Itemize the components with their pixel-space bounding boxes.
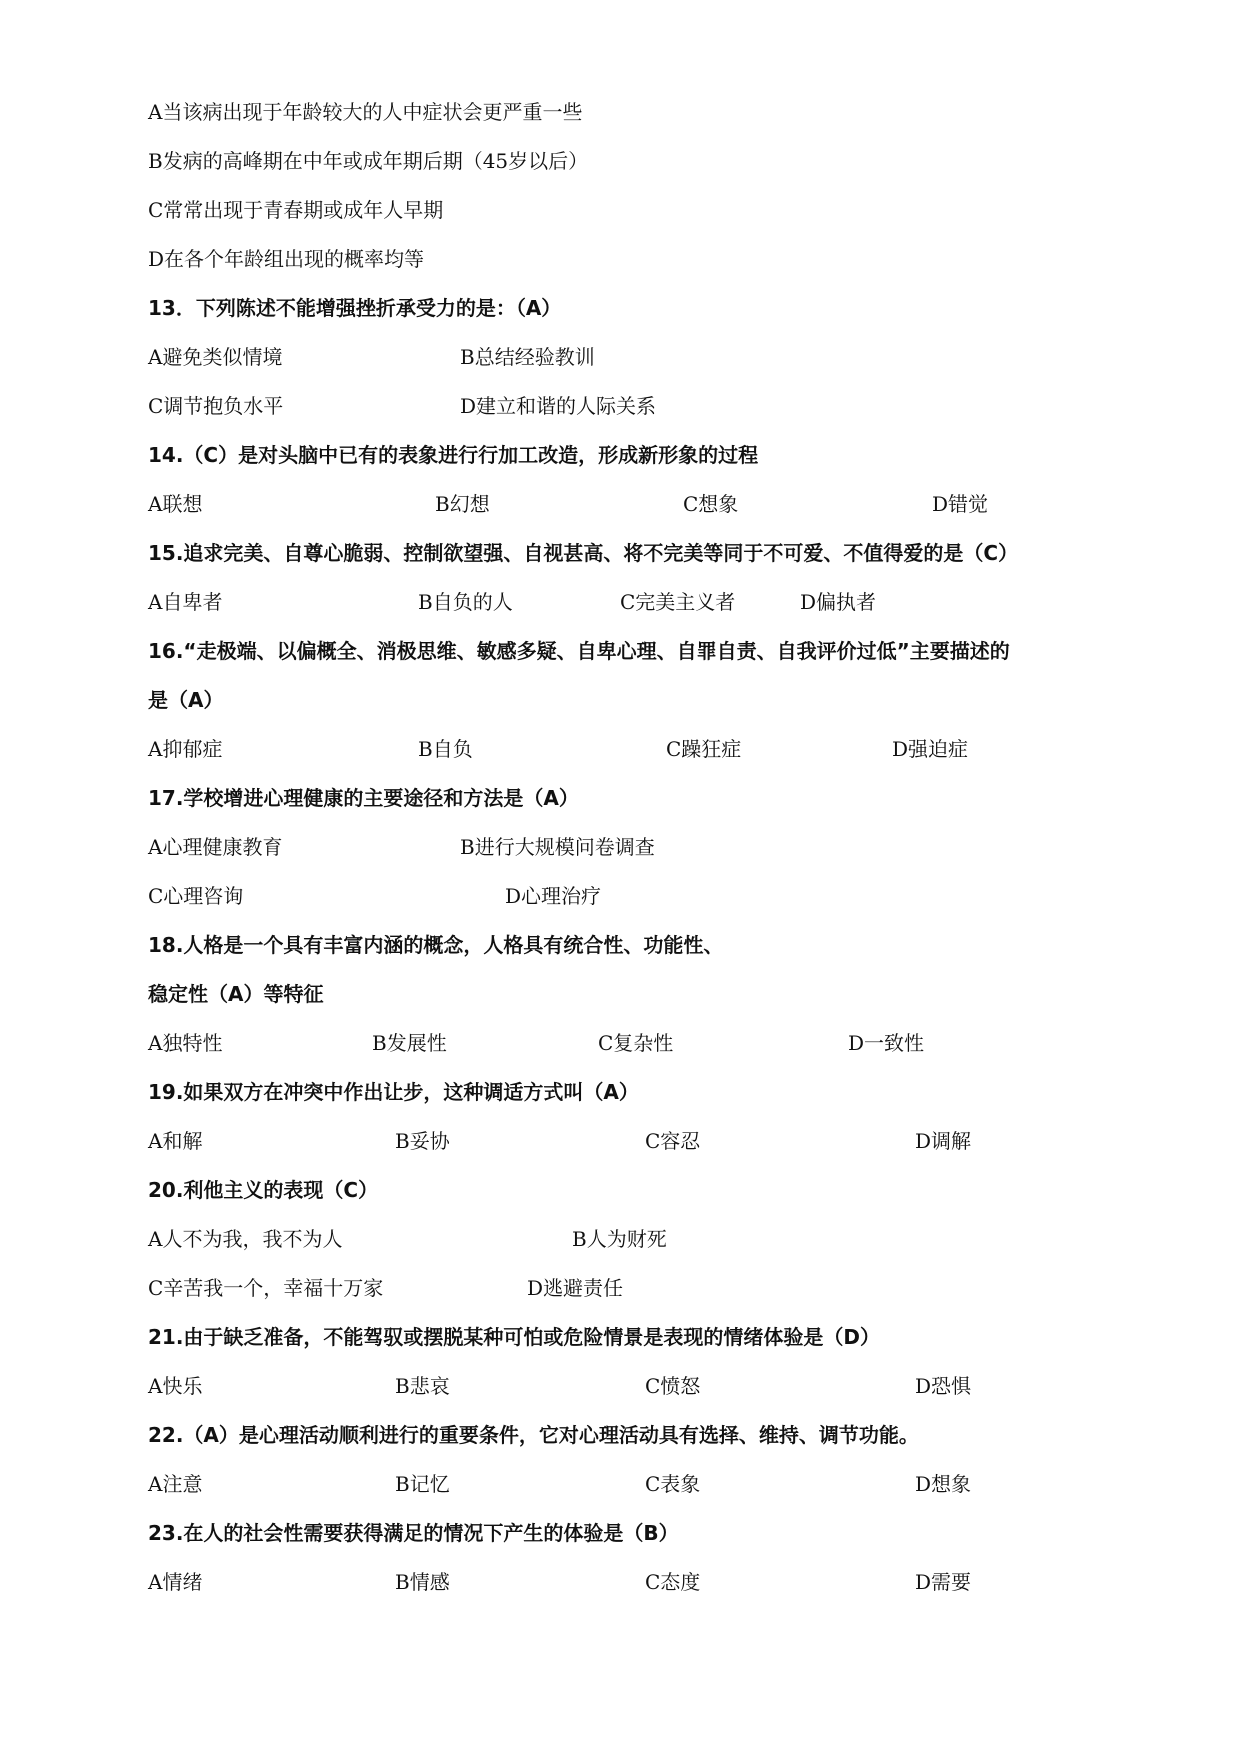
option-text: D恐惧 [915, 1374, 972, 1398]
option-text: A抑郁症 [148, 737, 223, 761]
option-text: D心理治疗 [505, 884, 602, 908]
option-text: A独特性 [148, 1031, 223, 1055]
option-text: D强迫症 [892, 737, 969, 761]
option-text: B自负的人 [418, 590, 513, 614]
question-text: 16.“走极端、以偏概全、消极思维、敏感多疑、自卑心理、自罪自责、自我评价过低”主要描述的 [148, 639, 1010, 663]
question-text: 20.利他主义的表现（C） [148, 1178, 379, 1202]
option-text: C躁狂症 [666, 737, 742, 761]
option-text: A心理健康教育 [148, 835, 283, 859]
option-text: A人不为我，我不为人 [148, 1227, 343, 1251]
option-text: A快乐 [148, 1374, 203, 1398]
option-text: D调解 [915, 1129, 972, 1153]
option-text: A联想 [148, 492, 203, 516]
option-text: A当该病出现于年龄较大的人中症状会更严重一些 [148, 100, 583, 124]
option-text: D一致性 [848, 1031, 925, 1055]
option-text: B妥协 [395, 1129, 450, 1153]
option-text: C愤怒 [645, 1374, 701, 1398]
question-text: 14.（C）是对头脑中已有的表象进行行加工改造，形成新形象的过程 [148, 443, 759, 467]
question-text: 23.在人的社会性需要获得满足的情况下产生的体验是（B） [148, 1521, 679, 1545]
option-text: B幻想 [435, 492, 490, 516]
option-text: A避免类似情境 [148, 345, 283, 369]
option-text: A注意 [148, 1472, 203, 1496]
question-text: 15.追求完美、自尊心脆弱、控制欲望强、自视甚高、将不完美等同于不可爱、不值得爱的是（C） [148, 541, 1019, 565]
option-text: C心理咨询 [148, 884, 244, 908]
option-text: B人为财死 [572, 1227, 667, 1251]
option-text: C表象 [645, 1472, 701, 1496]
option-text: C态度 [645, 1570, 701, 1594]
option-text: C调节抱负水平 [148, 394, 284, 418]
option-text: D偏执者 [800, 590, 877, 614]
option-text: C常常出现于青春期或成年人早期 [148, 198, 444, 222]
option-text: D需要 [915, 1570, 972, 1594]
question-text: 是（A） [148, 688, 224, 712]
option-text: A情绪 [148, 1570, 203, 1594]
option-text: B自负 [418, 737, 473, 761]
option-text: D想象 [915, 1472, 972, 1496]
option-text: D错觉 [932, 492, 989, 516]
option-text: B总结经验教训 [460, 345, 595, 369]
option-text: A自卑者 [148, 590, 223, 614]
question-text: 13．下列陈述不能增强挫折承受力的是：（A） [148, 296, 562, 320]
question-text: 19.如果双方在冲突中作出让步，这种调适方式叫（A） [148, 1080, 639, 1104]
option-text: B悲哀 [395, 1374, 450, 1398]
option-text: C完美主义者 [620, 590, 736, 614]
option-text: D在各个年龄组出现的概率均等 [148, 247, 425, 271]
option-text: C容忍 [645, 1129, 701, 1153]
option-text: B发病的高峰期在中年或成年期后期（45岁以后） [148, 149, 589, 173]
option-text: B进行大规模问卷调查 [460, 835, 655, 859]
option-text: D建立和谐的人际关系 [460, 394, 657, 418]
option-text: B记忆 [395, 1472, 450, 1496]
option-text: C辛苦我一个，幸福十万家 [148, 1276, 384, 1300]
option-text: B发展性 [372, 1031, 447, 1055]
question-text: 稳定性（A）等特征 [148, 982, 324, 1006]
option-text: C复杂性 [598, 1031, 674, 1055]
option-text: C想象 [683, 492, 739, 516]
question-text: 17.学校增进心理健康的主要途径和方法是（A） [148, 786, 579, 810]
option-text: D逃避责任 [527, 1276, 624, 1300]
question-text: 22.（A）是心理活动顺利进行的重要条件，它对心理活动具有选择、维持、调节功能。 [148, 1423, 919, 1447]
question-text: 21.由于缺乏准备，不能驾驭或摆脱某种可怕或危险情景是表现的情绪体验是（D） [148, 1325, 881, 1349]
option-text: B情感 [395, 1570, 450, 1594]
question-text: 18.人格是一个具有丰富内涵的概念，人格具有统合性、功能性、 [148, 933, 724, 957]
option-text: A和解 [148, 1129, 203, 1153]
